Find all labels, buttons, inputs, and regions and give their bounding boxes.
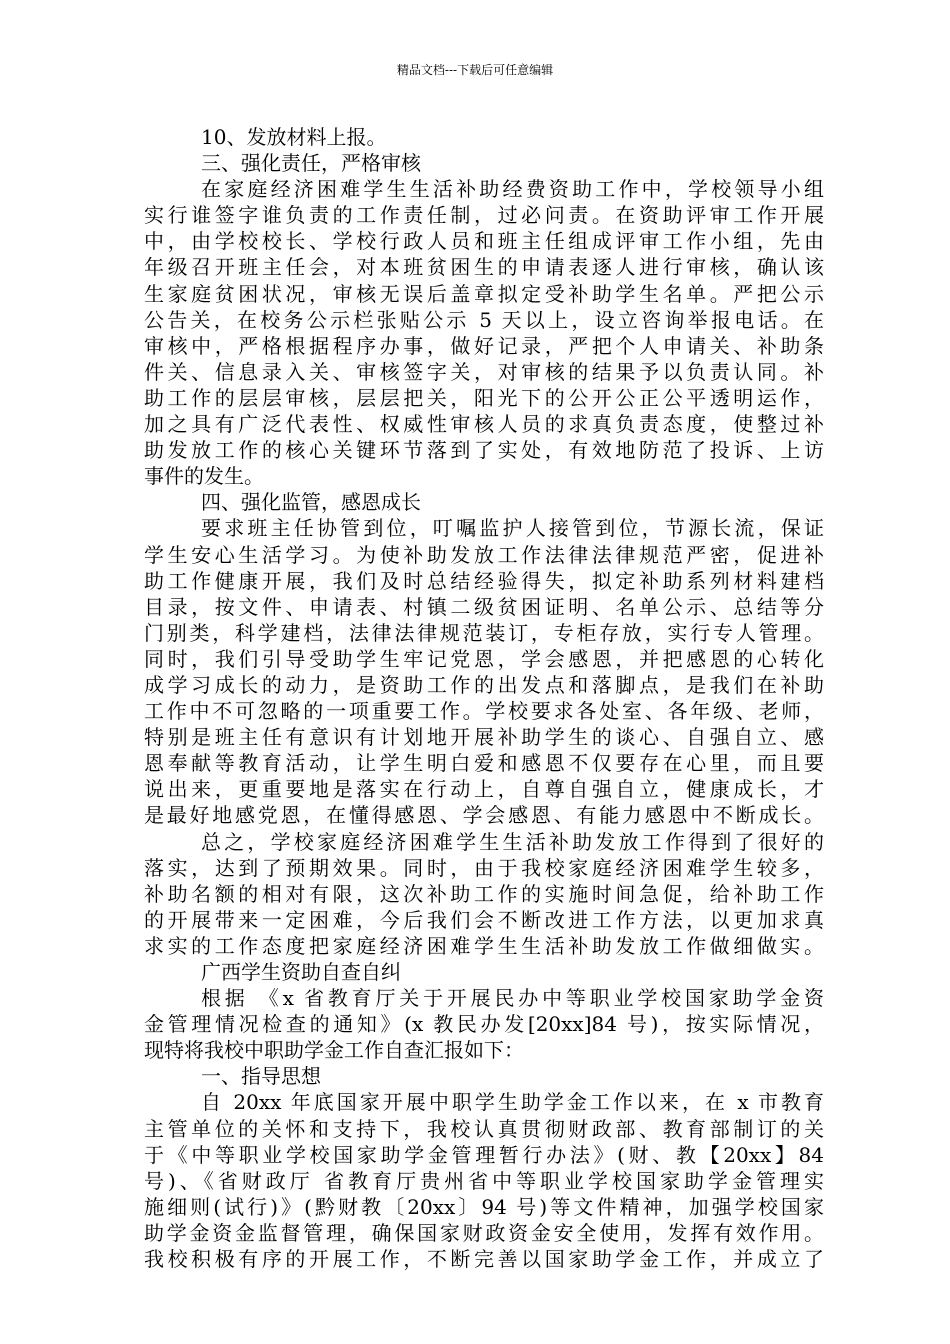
text-line: 助学金资金监督管理，确保国家财政资金安全使用，发挥有效作用。 [144,1220,824,1245]
text-line: 在家庭经济困难学生生活补助经费资助工作中，学校领导小组 [201,177,824,202]
text-line: 广西学生资助自查自纠 [201,960,401,984]
text-line: 施细则(试行)》(黔财教〔20xx〕94 号)等文件精神，加强学校国家 [144,1194,824,1219]
text-line: 自 20xx 年底国家开展中职学生助学金工作以来，在 x 市教育 [201,1090,824,1115]
text-line: 加之具有广泛代表性、权威性审核人员的求真负责态度，使整过补 [144,412,824,437]
text-line: 三、强化责任，严格审核 [201,151,421,176]
text-line: 总之，学校家庭经济困难学生生活补助发放工作得到了很好的 [201,829,824,854]
text-line: 事件的发生。 [144,464,264,489]
text-line: 的开展带来一定困难，今后我们会不断改进工作方法，以更加求真 [144,907,824,932]
document-body [144,124,824,1272]
text-line: 目录，按文件、申请表、村镇二级贫困证明、名单公示、总结等分 [144,594,824,619]
text-line: 金管理情况检查的通知》(x 教民办发[20xx]84 号)，按实际情况， [144,1012,824,1037]
text-line: 同时，我们引导受助学生牢记党恩，学会感恩，并把感恩的心转化 [144,646,824,671]
text-line: 公告关，在校务公示栏张贴公示 5 天以上，设立咨询举报电话。在 [144,307,824,332]
text-line: 中，由学校校长、学校行政人员和班主任组成评审工作小组，先由 [144,229,824,254]
page-header: 精品文档---下载后可任意编辑 [396,63,554,77]
text-line: 是最好地感党恩，在懂得感恩、学会感恩、有能力感恩中不断成长。 [144,803,824,828]
text-line: 特别是班主任有意识有计划地开展补助学生的谈心、自强自立、感 [144,725,824,750]
text-line: 工作中不可忽略的一项重要工作。学校要求各处室、各年级、老师， [144,699,824,724]
text-line: 四、强化监管，感恩成长 [201,490,421,515]
text-line: 于《中等职业学校国家助学金管理暂行办法》(财、教【20xx】84 [144,1142,824,1167]
text-line: 审核中，严格根据程序办事，做好记录，严把个人申请关、补助条 [144,333,824,358]
text-line: 要求班主任协管到位，叮嘱监护人接管到位，节源长流，保证 [201,516,824,541]
text-line: 我校积极有序的开展工作，不断完善以国家助学金工作，并成立了 [144,1247,824,1272]
text-line: 10、发放材料上报。 [201,125,387,149]
text-line: 恩奉献等教育活动，让学生明白爱和感恩不仅要存在心里，而且要 [144,751,824,776]
text-line: 学生安心生活学习。为使补助发放工作法律法律规范严密，促进补 [144,542,824,567]
text-line: 求实的工作态度把家庭经济困难学生生活补助发放工作做细做实。 [144,933,824,958]
text-line: 号)、《省财政厅 省教育厅贵州省中等职业学校国家助学金管理实 [144,1168,824,1193]
text-line: 成学习成长的动力，是资助工作的出发点和落脚点，是我们在补助 [144,672,824,697]
text-line: 门别类，科学建档，法律法律规范装订，专柜存放，实行专人管理。 [144,620,824,645]
text-line: 实行谁签字谁负责的工作责任制，过必问责。在资助评审工作开展 [144,203,824,228]
text-line: 落实，达到了预期效果。同时，由于我校家庭经济困难学生较多， [144,855,824,880]
text-line: 助发放工作的核心关键环节落到了实处，有效地防范了投诉、上访 [144,438,824,463]
text-line: 根据 《x 省教育厅关于开展民办中等职业学校国家助学金资 [201,986,824,1011]
text-line: 说出来，更重要地是落实在行动上，自尊自强自立，健康成长，才 [144,777,824,802]
text-line: 助工作健康开展，我们及时总结经验得失，拟定补助系列材料建档 [144,568,824,593]
text-line: 现特将我校中职助学金工作自查汇报如下： [144,1038,524,1063]
text-line: 件关、信息录入关、审核签字关，对审核的结果予以负责认同。补 [144,359,824,384]
text-line: 主管单位的关怀和支持下，我校认真贯彻财政部、教育部制订的关 [144,1116,824,1141]
text-line: 年级召开班主任会，对本班贫困生的申请表逐人进行审核，确认该 [144,255,824,280]
text-line: 助工作的层层审核，层层把关，阳光下的公开公正公平透明运作， [144,385,824,410]
text-line: 补助名额的相对有限，这次补助工作的实施时间急促，给补助工作 [144,881,824,906]
text-line: 生家庭贫困状况，审核无误后盖章拟定受补助学生名单。严把公示 [144,281,824,306]
text-line: 一、指导思想 [201,1064,321,1089]
